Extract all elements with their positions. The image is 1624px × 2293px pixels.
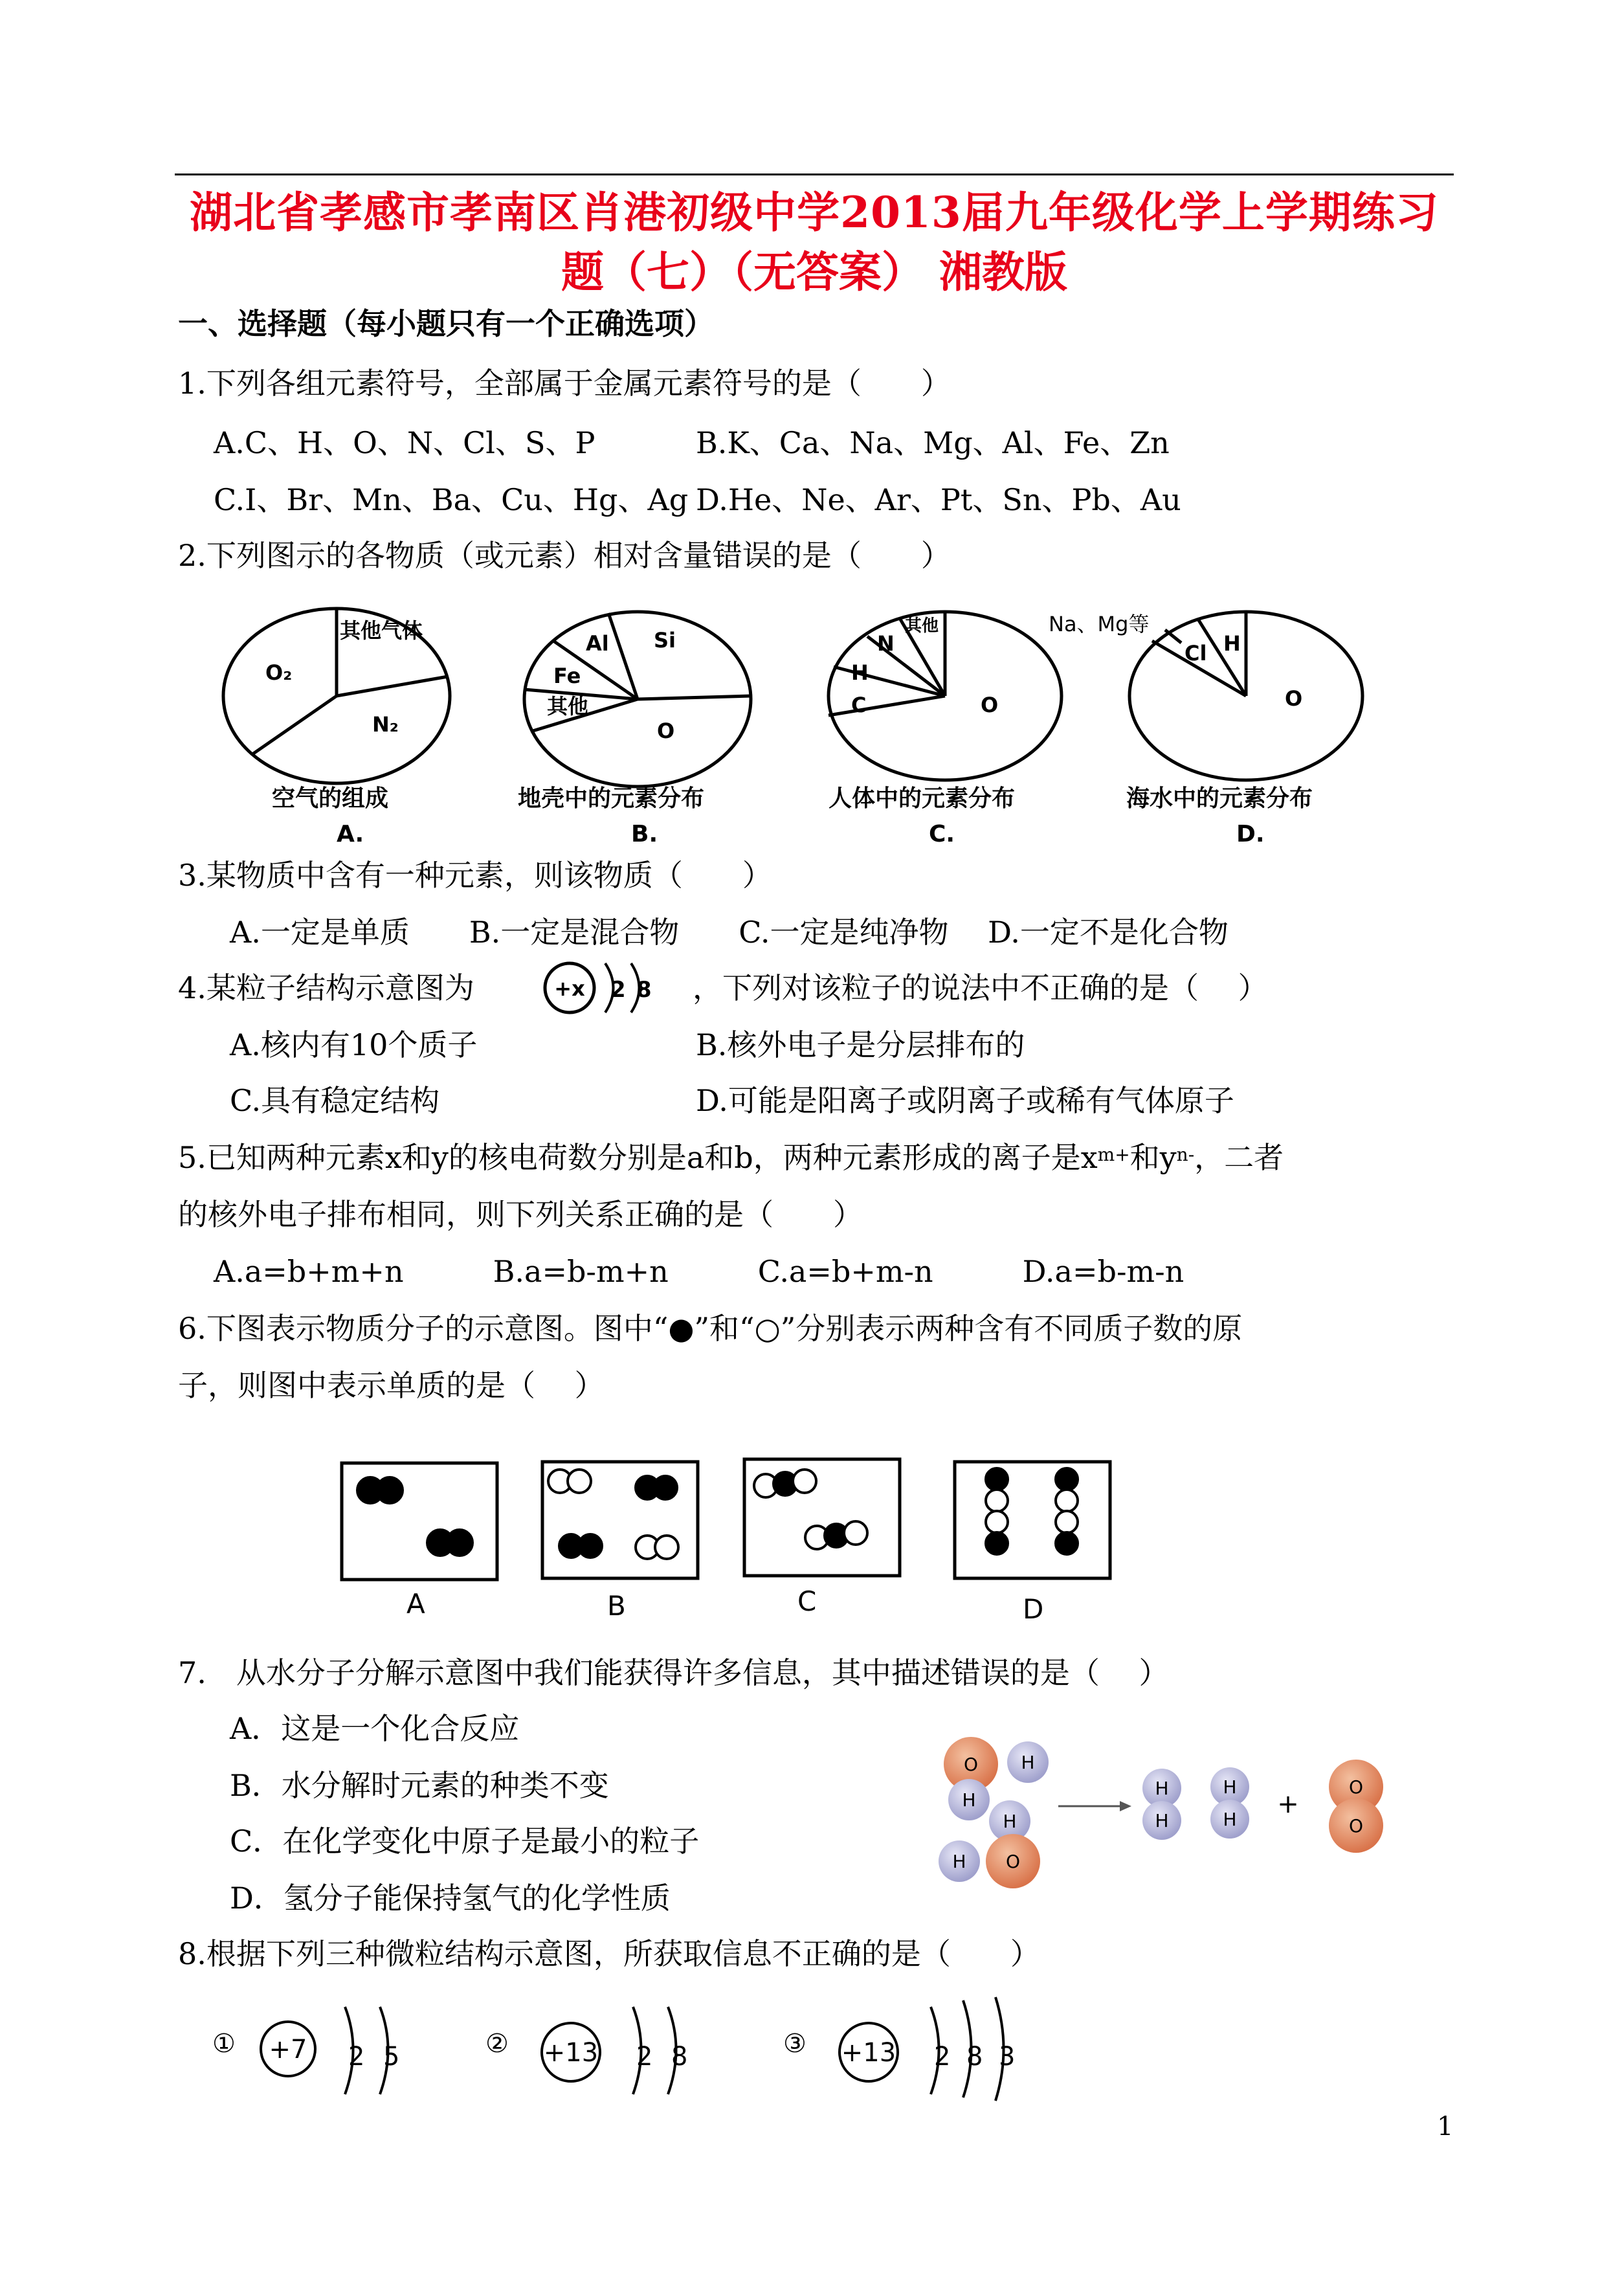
q7-atom-o-2: O <box>1005 1851 1021 1872</box>
q8-shell-2-1: 2 <box>636 2042 653 2072</box>
page-number: 1 <box>1437 2112 1454 2142</box>
q8-shell-3-3: 3 <box>999 2042 1016 2072</box>
header-rule <box>175 173 1454 175</box>
q1-option-c: C.I、Br、Mn、Ba、Cu、Hg、Ag <box>214 482 689 517</box>
q6-label-d: D <box>1023 1593 1044 1625</box>
q3-options: A.一定是单质 B.一定是混合物 C.一定是纯净物 D.一定不是化合物 <box>230 915 1229 950</box>
q8-shell-1-2: 5 <box>383 2042 400 2072</box>
pie-c-label-n: N <box>877 631 895 656</box>
q3-stem: 3.某物质中含有一种元素，则该物质（ ） <box>178 858 772 893</box>
pie-b-caption: 地壳中的元素分布 <box>518 785 705 812</box>
pie-a-letter: A. <box>337 821 364 847</box>
q6-stem-line2: 子，则图中表示单质的是（ ） <box>178 1368 605 1403</box>
q4-shell-2: 8 <box>636 977 652 1003</box>
q1-option-d: D.He、Ne、Ar、Pt、Sn、Pb、Au <box>696 482 1181 517</box>
q8-nucleus-1: +7 <box>269 2035 307 2064</box>
q4-option-a: A.核内有10个质子 <box>230 1027 478 1062</box>
pie-d-caption: 海水中的元素分布 <box>1126 785 1313 812</box>
q7-option-b: B．水分解时元素的种类不变 <box>230 1768 609 1803</box>
q2-stem: 2.下列图示的各物质（或元素）相对含量错误的是（ ） <box>178 538 951 573</box>
q7-atom-h-1: H <box>1021 1752 1035 1773</box>
q7-option-a: A．这是一个化合反应 <box>230 1711 520 1746</box>
doc-title-line1: 湖北省孝感市孝南区肖港初级中学2013届九年级化学上学期练习 <box>190 187 1439 238</box>
q7-option-d: D．氢分子能保持氢气的化学性质 <box>230 1881 671 1916</box>
pie-b-letter: B. <box>631 821 658 847</box>
q4-particle-diagram <box>537 957 686 1018</box>
q8-shell-1-1: 2 <box>348 2042 365 2072</box>
q8-shell-3-1: 2 <box>934 2042 951 2072</box>
pie-d-label-cl: Cl <box>1185 641 1207 666</box>
q4-option-c: C.具有稳定结构 <box>230 1083 440 1118</box>
q8-num-2: ② <box>485 2029 509 2059</box>
q8-num-3: ③ <box>783 2029 806 2059</box>
pie-d-label-h: H <box>1223 631 1241 656</box>
q7-atom-o-4: O <box>1348 1815 1364 1837</box>
pie-b-label-fe: Fe <box>553 664 581 688</box>
q8-nucleus-3: +13 <box>841 2038 896 2068</box>
pie-a-label-other: 其他气体 <box>340 618 423 643</box>
pie-c-letter: C. <box>929 821 955 847</box>
pie-c-caption: 人体中的元素分布 <box>829 785 1016 812</box>
q4-option-b: B.核外电子是分层排布的 <box>696 1027 1025 1062</box>
q1-option-b: B.K、Ca、Na、Mg、Al、Fe、Zn <box>696 425 1170 460</box>
pie-b-label-other: 其他 <box>547 694 589 719</box>
q6-label-a: A <box>406 1588 425 1620</box>
q1-option-a: A.C、H、O、N、Cl、S、P <box>214 425 595 460</box>
q4-stem-after: ，下列对该粒子的说法中不正确的是（ ） <box>693 970 1268 1005</box>
pie-c-label-c: C <box>851 693 867 717</box>
q4-nucleus: +x <box>554 976 585 1001</box>
q7-atom-h-2: H <box>962 1789 976 1811</box>
q5-options: A.a=b+m+n B.a=b-m+n C.a=b+m-n D.a=b-m-n <box>214 1254 1185 1289</box>
pie-c-label-o: O <box>981 693 999 717</box>
q7-atom-o-1: O <box>963 1754 979 1775</box>
q7-plus-sign: + <box>1277 1789 1299 1819</box>
q8-particle-diagrams <box>207 1994 1081 2117</box>
section-heading: 一、选择题（每小题只有一个正确选项） <box>178 306 714 341</box>
q1-stem: 1.下列各组元素符号，全部属于金属元素符号的是（ ） <box>178 366 951 401</box>
q7-atom-h-3: H <box>1003 1811 1017 1832</box>
q7-atom-h-7: H <box>1223 1776 1237 1798</box>
q7-atom-h-5: H <box>1155 1778 1169 1799</box>
q7-atom-h-8: H <box>1223 1809 1237 1830</box>
q5-stem-line2: 的核外电子排布相同，则下列关系正确的是（ ） <box>178 1197 863 1232</box>
pie-b-label-o: O <box>657 719 675 743</box>
pie-a-label-o2: O₂ <box>265 660 293 685</box>
doc-title-line2: 题（七）（无答案） 湘教版 <box>561 247 1067 297</box>
q4-option-d: D.可能是阳离子或阴离子或稀有气体原子 <box>696 1083 1234 1118</box>
q2-pie-charts <box>214 592 1379 851</box>
pie-c-label-other: 其他 <box>905 616 939 636</box>
q8-num-1: ① <box>212 2029 236 2059</box>
q6-molecule-diagrams <box>337 1450 1126 1625</box>
q7-atom-h-6: H <box>1155 1810 1169 1831</box>
pie-d-label-na-mg: Na、Mg等 <box>1049 612 1150 636</box>
q6-label-c: C <box>797 1585 817 1617</box>
q8-shell-2-2: 8 <box>671 2042 688 2072</box>
q4-shell-1: 2 <box>610 977 626 1003</box>
q7-atom-h-4: H <box>952 1851 966 1872</box>
q7-atom-o-3: O <box>1348 1776 1364 1798</box>
pie-b-label-si: Si <box>654 628 676 653</box>
q8-shell-3-2: 8 <box>966 2042 983 2072</box>
pie-b-label-al: Al <box>586 631 609 656</box>
q8-stem: 8.根据下列三种微粒结构示意图，所获取信息不正确的是（ ） <box>178 1936 1040 1971</box>
q7-water-decomposition-diagram <box>926 1722 1418 1903</box>
pie-d-letter: D. <box>1236 821 1265 847</box>
q7-option-c: C．在化学变化中原子是最小的粒子 <box>230 1824 700 1859</box>
q7-stem: 7. 从水分子分解示意图中我们能获得许多信息，其中描述错误的是（ ） <box>178 1655 1169 1690</box>
pie-d-label-o: O <box>1285 686 1303 711</box>
pie-a-caption: 空气的组成 <box>272 785 389 812</box>
pie-a-label-n2: N₂ <box>372 712 399 737</box>
q4-stem-before: 4.某粒子结构示意图为 <box>178 970 474 1005</box>
q5-stem-line1: 5.已知两种元素x和y的核电荷数分别是a和b，两种元素形成的离子是$x^{m+}$和$y^{n-}$，二者 <box>178 1140 1284 1175</box>
q6-stem-line1: 6.下图表示物质分子的示意图。图中“●”和“○”分别表示两种含有不同质子数的原 <box>178 1311 1243 1346</box>
q8-nucleus-2: +13 <box>543 2038 599 2068</box>
pie-c-label-h: H <box>851 660 869 685</box>
q6-label-b: B <box>607 1590 626 1622</box>
